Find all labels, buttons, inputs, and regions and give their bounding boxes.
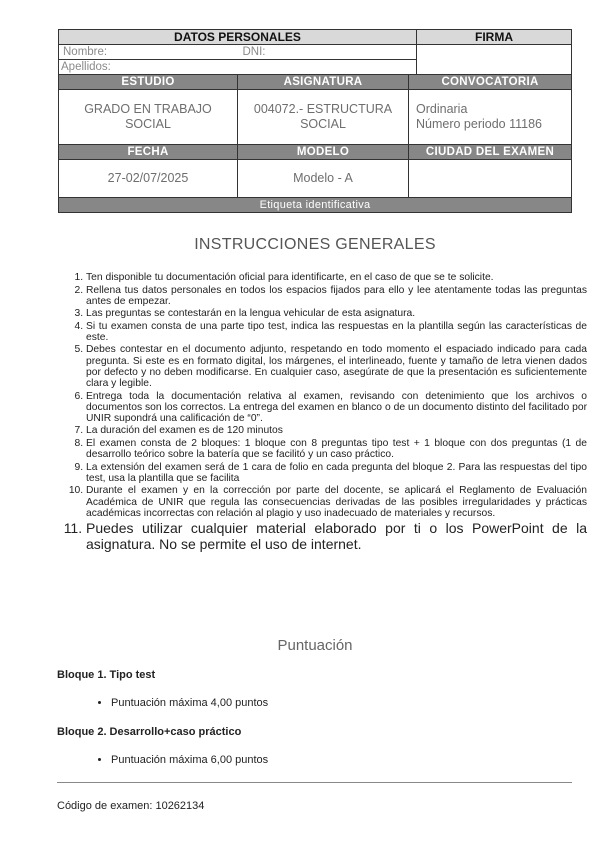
bloque2-title: Bloque 2. Desarrollo+caso práctico (57, 726, 242, 738)
nombre-field[interactable] (59, 45, 238, 60)
estudio-header: ESTUDIO (59, 75, 238, 90)
convocatoria-cell (409, 90, 572, 145)
instruction-item: 10. Durante el examen y en la corrección por parte del docente, se aplicará el Reglamento de Evaluación Académica de UNIR que regula las consecuencias derivadas de las posibles irregularidades y prácticas académicas incorrectas con relación al plagio y uso inadecuado de materiales y recursos. (86, 485, 587, 519)
bloque2-item: • Puntuación máxima 6,00 puntos (111, 754, 268, 766)
firma-header: FIRMA (417, 30, 572, 45)
convocatoria-value: Ordinaria (416, 102, 468, 116)
instruction-item: 3. Las preguntas se contestarán en la lengua vehicular de esta asignatura. (86, 308, 587, 319)
instruction-item: 1. Ten disponible tu documentación oficial para identificarte, en el caso de que se te solicite. (86, 272, 587, 283)
ciudad-header: CIUDAD DEL EXAMEN (409, 145, 572, 160)
ciudad-box[interactable] (409, 160, 572, 198)
header-table (58, 29, 572, 213)
asignatura-header: ASIGNATURA (238, 75, 409, 90)
apellidos-field[interactable] (59, 60, 417, 75)
bloque2-list (93, 754, 268, 766)
modelo-value: Modelo - A (238, 160, 409, 198)
instructions-list (70, 272, 587, 554)
estudio-value: GRADO EN TRABAJO SOCIAL (59, 90, 238, 145)
nombre-label: Nombre: (63, 46, 108, 58)
codigo-examen: Código de examen: 10262134 (57, 800, 205, 812)
instruction-item: 4. Si tu examen consta de una parte tipo test, indica las respuestas en la plantilla según las características de este. (86, 321, 587, 343)
instruction-item: 9. La extensión del examen será de 1 cara de folio en cada pregunta del bloque 2. Para las respuestas del tipo test, usa la plantilla que se facilita (86, 462, 587, 484)
datos-personales-header: DATOS PERSONALES (59, 30, 417, 45)
dni-field[interactable] (238, 45, 417, 60)
bloque1-list (93, 697, 268, 709)
instruction-item: 8. El examen consta de 2 bloques: 1 bloque con 8 preguntas tipo test + 1 bloque con dos preguntas (1 de desarrollo teórico sobre la batería que se facilitó y un caso práctico. (86, 438, 587, 460)
fecha-value: 27-02/07/2025 (59, 160, 238, 198)
instruction-item: 11. Puedes utilizar cualquier material elaborado por ti o los PowerPoint de la asignatura. No se permite el uso de internet. (86, 520, 587, 552)
fecha-header: FECHA (59, 145, 238, 160)
etiqueta-identificativa: Etiqueta identificativa (59, 198, 572, 213)
periodo-value: Número periodo 11186 (416, 117, 543, 131)
bloque1-item: • Puntuación máxima 4,00 puntos (111, 697, 268, 709)
apellidos-label: Apellidos: (61, 61, 111, 73)
modelo-header: MODELO (238, 145, 409, 160)
instruction-item: 2. Rellena tus datos personales en todos los espacios fijados para ello y lee atentamente todas las preguntas antes de empezar. (86, 285, 587, 307)
puntuacion-title: Puntuación (277, 637, 353, 654)
asignatura-value: 004072.- ESTRUCTURA SOCIAL (238, 90, 409, 145)
firma-box[interactable] (417, 45, 572, 75)
instruction-item: 5. Debes contestar en el documento adjunto, respetando en todo momento el espaciado indicado para cada pregunta. Si este es en formato digital, los márgenes, el interlineado, fuente y tamaño de letra vienen dados por defecto y no deben modificarse. En cualquier caso, asegúrate de que la presentación es suficientemente clara y legible. (86, 344, 587, 389)
instructions-title: INSTRUCCIONES GENERALES (194, 236, 436, 253)
convocatoria-header: CONVOCATORIA (409, 75, 572, 90)
footer-divider (57, 782, 572, 783)
bloque1-title: Bloque 1. Tipo test (57, 669, 156, 681)
dni-label: DNI: (242, 46, 266, 58)
instruction-item: 6. Entrega toda la documentación relativa al examen, revisando con detenimiento que los archivos o documentos son los correctos. La entrega del examen en blanco o de un documento distinto del facilitado por UNIR supondrá una calificación de “0”. (86, 391, 587, 425)
instruction-item: 7. La duración del examen es de 120 minutos (86, 425, 587, 436)
